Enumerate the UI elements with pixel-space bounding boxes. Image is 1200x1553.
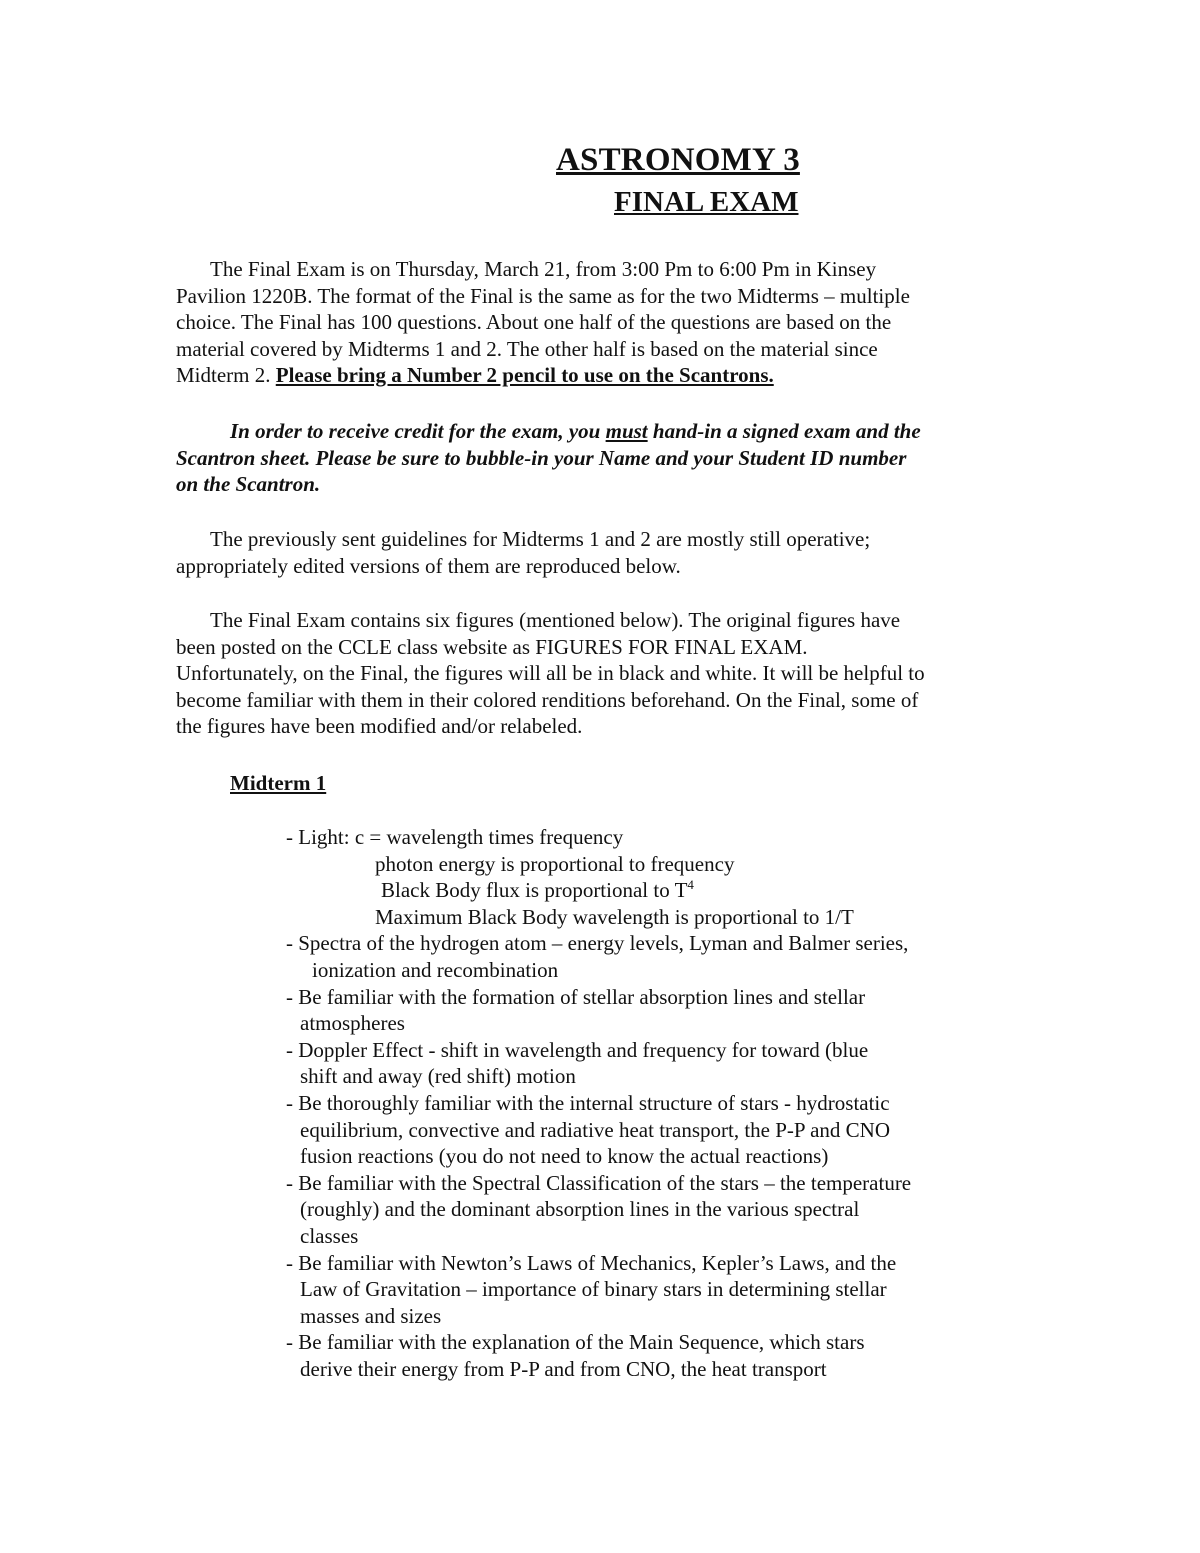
list-item: Maximum Black Body wavelength is proportional to 1/T: [375, 904, 854, 929]
pencil-reminder: Please bring a Number 2 pencil to use on the Scantrons.: [275, 363, 774, 388]
list-item: masses and sizes: [300, 1303, 442, 1328]
list-item: atmospheres: [300, 1011, 405, 1036]
list-item: Black Body flux is proportional to $T^4$: [381, 877, 694, 903]
intro-line: choice. The Final has 100 questions. About one half of the questions are based on the: [176, 310, 892, 335]
list-item: (roughly) and the dominant absorption lines in the various spectral: [300, 1197, 860, 1222]
list-item: ionization and recombination: [312, 957, 559, 982]
list-item: - Light: c = wavelength times frequency: [286, 825, 624, 849]
list-item: photon energy is proportional to frequency: [375, 851, 735, 876]
list-item: - Be thoroughly familiar with the internal structure of stars - hydrostatic: [286, 1090, 890, 1115]
topic-list: [286, 824, 1026, 1382]
page-subtitle: FINAL EXAM: [614, 186, 799, 218]
list-item: classes: [300, 1223, 359, 1248]
figures-line: the figures have been modified and/or relabeled.: [176, 714, 583, 739]
figures-paragraph: [176, 607, 1036, 740]
list-item: - Spectra of the hydrogen atom – energy levels, Lyman and Balmer series,: [286, 931, 909, 956]
notice-line: In order to receive credit for the exam, you must hand-in a signed exam and the: [230, 419, 921, 443]
guidelines-line: The previously sent guidelines for Midterms 1 and 2 are mostly still operative;: [210, 527, 871, 551]
page-title: ASTRONOMY 3: [556, 142, 800, 178]
list-item: shift and away (red shift) motion: [300, 1064, 576, 1089]
notice-line: on the Scantron.: [176, 472, 321, 497]
list-item: equilibrium, convective and radiative heat transport, the P-P and CNO: [300, 1117, 890, 1142]
list-item: Law of Gravitation – importance of binary stars in determining stellar: [300, 1277, 887, 1302]
figures-line: Unfortunately, on the Final, the figures will all be in black and white. It will be helpful to: [176, 661, 925, 686]
intro-line: The Final Exam is on Thursday, March 21, from 3:00 Pm to 6:00 Pm in Kinsey: [210, 257, 877, 281]
list-item: fusion reactions (you do not need to know the actual reactions): [300, 1144, 829, 1169]
midterm-1-heading: Midterm 1: [230, 771, 327, 795]
guidelines-line: appropriately edited versions of them are reproduced below.: [176, 553, 681, 578]
figures-line: become familiar with them in their colored renditions beforehand. On the Final, some of: [176, 687, 919, 712]
guidelines-paragraph: [176, 526, 1036, 579]
list-item: derive their energy from P-P and from CNO, the heat transport: [300, 1356, 827, 1381]
list-item: - Be familiar with the explanation of the Main Sequence, which stars: [286, 1330, 865, 1355]
list-item: - Doppler Effect - shift in wavelength and frequency for toward (blue: [286, 1037, 869, 1062]
must-emphasis: must: [605, 419, 648, 443]
list-item: - Be familiar with the Spectral Classification of the stars – the temperature: [286, 1170, 912, 1195]
list-item: - Be familiar with the formation of stellar absorption lines and stellar: [286, 984, 866, 1009]
exponent: 4: [687, 877, 694, 893]
intro-line: Midterm 2. Please bring a Number 2 pencil to use on the Scantrons.: [176, 363, 774, 388]
notice-line: Scantron sheet. Please be sure to bubble-in your Name and your Student ID number: [176, 445, 907, 470]
list-item: - Be familiar with Newton’s Laws of Mechanics, Kepler’s Laws, and the: [286, 1250, 897, 1275]
figures-line: The Final Exam contains six figures (mentioned below). The original figures have: [210, 608, 901, 632]
figures-line: been posted on the CCLE class website as FIGURES FOR FINAL EXAM.: [176, 634, 808, 659]
intro-paragraph: [176, 256, 1036, 389]
intro-line: material covered by Midterms 1 and 2. The other half is based on the material since: [176, 336, 878, 361]
intro-line: Pavilion 1220B. The format of the Final is the same as for the two Midterms – multiple: [176, 283, 910, 308]
credit-notice: [176, 418, 1036, 498]
